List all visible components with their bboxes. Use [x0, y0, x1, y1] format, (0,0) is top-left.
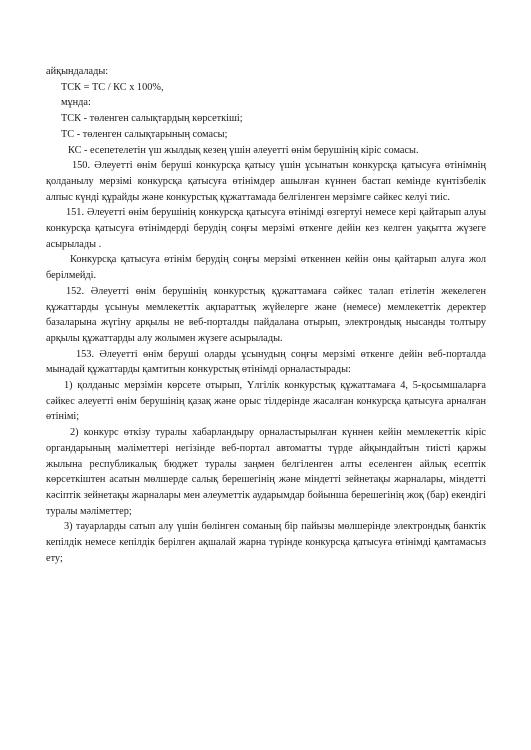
list-item-3: 3) тауарларды сатып алу үшін бөлінген соманың бір пайызы мөлшерінде электрондық банктік кепілдік немесе кепілдік берілген ақшалай жарна түрінде конкурсқа қатысуға өтінімді қамтамасыз ету; — [46, 521, 486, 564]
definition-ts: ТС - төленген салықтарының сомасы; — [61, 128, 228, 140]
definition-ks: КС - есепетелетін үш жылдық кезең үшін әлеуетті өнім берушінің кіріс сомасы. — [68, 144, 419, 156]
paragraph-determined: айқындалады: — [46, 66, 109, 77]
paragraph-150: 150. Әлеуетті өнім беруші конкурсқа қатысу үшін ұсынатын конкурсқа қатысуға өтінімнің қолданылу мерзімі конкурсқа қатысуға өтінімдер ашылған күннен бастап кемінде күнтізбелік алпыс күнді құрайды және конкурстық құжаттамада белгіленген мерзімге сәйкес келуі тиіс. — [46, 160, 486, 203]
paragraph-153: 153. Әлеуетті өнім беруші оларды ұсынудың соңғы мерзімі өткенге дейін веб-порталда мынадай құжаттарды қамтитын конкурстық өтінімді орналастырады: — [46, 348, 486, 376]
list-item-1: 1) қолданыс мерзімін көрсете отырып, Үлгілік конкурстық құжаттамаға 4, 5-қосымшаларға сәйкес әлеуетті өнім берушінің қазақ және орыс тілдерінде жасалған конкурсқа қатысуға арналған өтінімі; — [46, 380, 486, 423]
paragraph-151: 151. Әлеуетті өнім берушінің конкурсқа қатысуға өтінімді өзгертуі немесе кері қайтарып алуы конкурсқа қатысуға өтінімдерді берудің соңғы мерзімі өткенге дейін кез келген уақытта жүзеге асырылады . — [46, 207, 486, 250]
definition-tsk: ТСК - төленген салықтардың көрсеткіші; — [61, 113, 243, 125]
paragraph-152: 152. Әлеуетті өнім берушінің конкурстық құжаттамаға сәйкес талап етілетін жекелеген құжаттарды ұсынуы мемлекеттік ақпараттық жүйелерге және (немесе) мемлекеттік деректер базаларына жүгіну арқылы не веб-порталды пайдалана отырып, электрондық нысанды толтыру арқылы құжаттарды алу жолымен жүзеге асырылады. — [46, 285, 486, 344]
list-item-2: 2) конкурс өткізу туралы хабарландыру орналастырылған күннен кейін мемлекеттік кіріс органдарының мәліметтері негізінде веб-портал автоматты түрде айқындайтын тиісті қаржы жылына республикалық бюджет туралы заңмен белгіленген алты еселенген айлық есептік көрсеткіштен асатын мөлшерде салық берешегінің және міндетті зейнетақы жарналары, міндетті кәсіптік зейнетақы жарналары мен әлеуметтік аударымдар бойынша берешегінің жоқ (бар) екендігі туралы мәліметтер; — [46, 427, 486, 517]
document-body — [46, 64, 486, 567]
paragraph-withdrawal: Конкурсқа қатысуға өтінім берудің соңғы мерзімі өткеннен кейін оны қайтарып алуға жол берілмейді. — [46, 254, 486, 282]
paragraph-where: мұнда: — [61, 97, 91, 109]
formula-line: ТСК = ТС / КС х 100%, — [61, 81, 164, 93]
